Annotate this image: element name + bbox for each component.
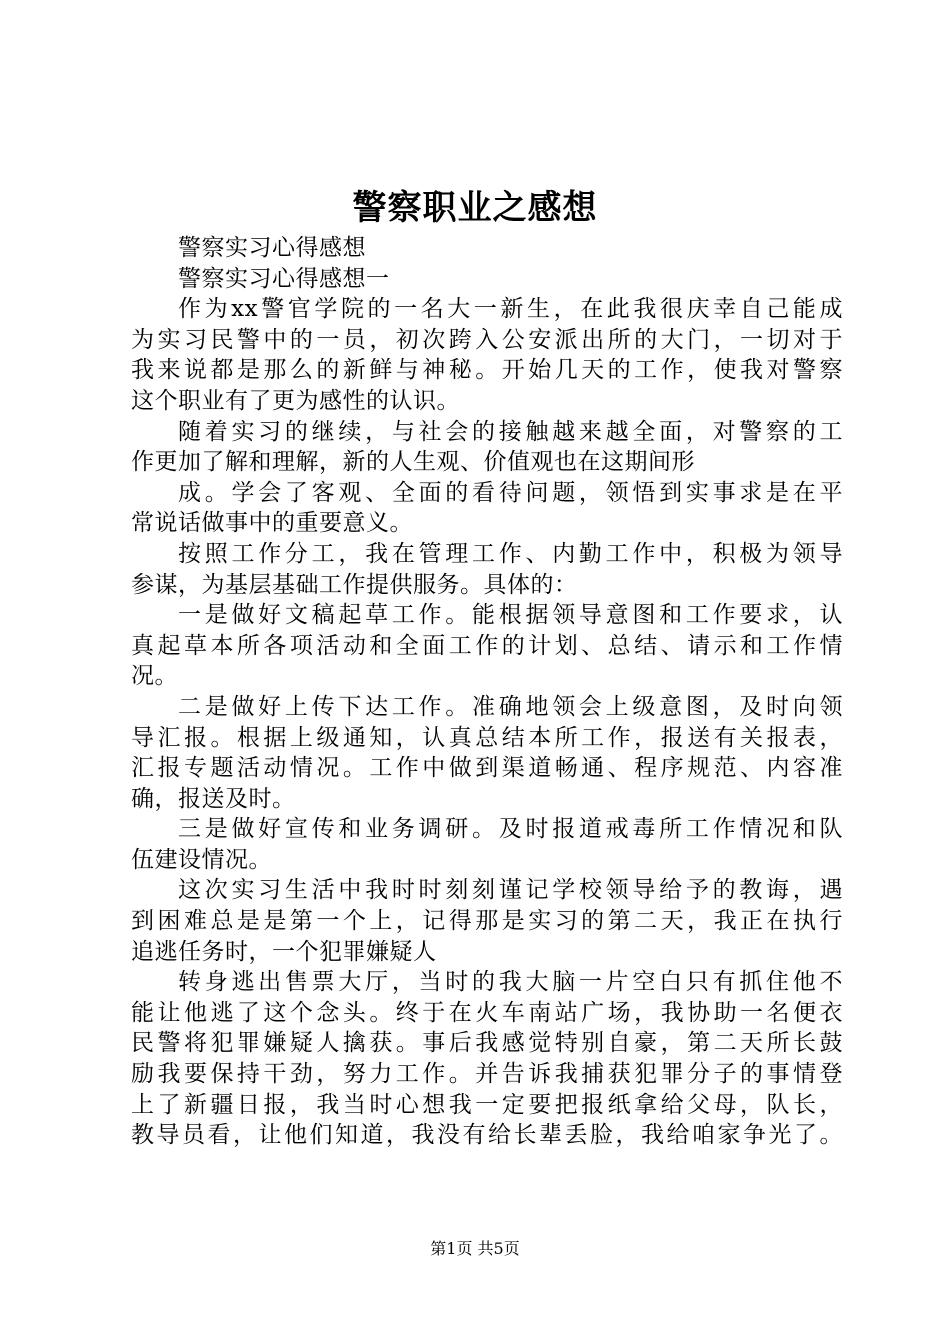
body-line: 这个职业有了更为感性的认识。: [131, 387, 460, 414]
body-line: 警察实习心得感想: [178, 235, 366, 261]
body-line: 常说话做事中的重要意义。: [131, 510, 413, 537]
body-line: 二是做好上传下达工作。准确地领会上级意图，及时向领: [178, 693, 843, 720]
body-line: 按照工作分工，我在管理工作、内勤工作中，积极为领导: [178, 540, 843, 567]
document-title: 警察职业之感想: [352, 188, 598, 228]
body-line: 作为xx警官学院的一名大一新生，在此我很庆幸自己能成: [178, 296, 843, 323]
body-line: 一是做好文稿起草工作。能根据领导意图和工作要求，认: [178, 602, 843, 629]
body-line: 三是做好宣传和业务调研。及时报道戒毒所工作情况和队: [178, 816, 843, 843]
page-footer: 第1页 共5页: [430, 1239, 520, 1258]
body-line: 成。学会了客观、全面的看待问题，领悟到实事求是在平: [178, 479, 843, 506]
body-line: 导汇报。根据上级通知，认真总结本所工作，报送有关报表，: [131, 724, 843, 751]
body-line: 警察实习心得感想一: [178, 265, 390, 292]
body-line: 汇报专题活动情况。工作中做到渠道畅通、程序规范、内容准: [131, 755, 843, 782]
body-line: 况。: [131, 663, 178, 690]
body-line: 真起草本所各项活动和全面工作的计划、总结、请示和工作情: [131, 632, 843, 659]
body-line: 转身逃出售票大厅，当时的我大脑一片空白只有抓住他不: [178, 969, 843, 996]
body-line: 为实习民警中的一员，初次跨入公安派出所的大门，一切对于: [131, 326, 843, 353]
body-line: 追逃任务时，一个犯罪嫌疑人: [131, 938, 437, 965]
body-line: 确，报送及时。: [131, 785, 296, 812]
body-line: 伍建设情况。: [131, 846, 272, 873]
body-line: 教导员看，让他们知道，我没有给长辈丢脸，我给咱家争光了。: [131, 1122, 843, 1149]
body-line: 励我要保持干劲，努力工作。并告诉我捕获犯罪分子的事情登: [131, 1061, 843, 1088]
body-line: 到困难总是是第一个上，记得那是实习的第二天，我正在执行: [131, 908, 843, 935]
document-body: [131, 233, 843, 1151]
body-line: 随着实习的继续，与社会的接触越来越全面，对警察的工: [178, 418, 843, 445]
body-line: 这次实习生活中我时时刻刻谨记学校领导给予的教诲，遇: [178, 877, 843, 904]
body-line: 能让他逃了这个念头。终于在火车南站广场，我协助一名便衣: [131, 999, 843, 1026]
body-line: 上了新疆日报，我当时心想我一定要把报纸拿给父母，队长，: [131, 1091, 843, 1118]
body-line: 我来说都是那么的新鲜与神秘。开始几天的工作，使我对警察: [131, 357, 843, 384]
body-line: 参谋，为基层基础工作提供服务。具体的：: [131, 571, 578, 598]
body-line: 民警将犯罪嫌疑人擒获。事后我感觉特别自豪，第二天所长鼓: [131, 1030, 843, 1057]
body-line: 作更加了解和理解，新的人生观、价值观也在这期间形: [131, 449, 695, 476]
